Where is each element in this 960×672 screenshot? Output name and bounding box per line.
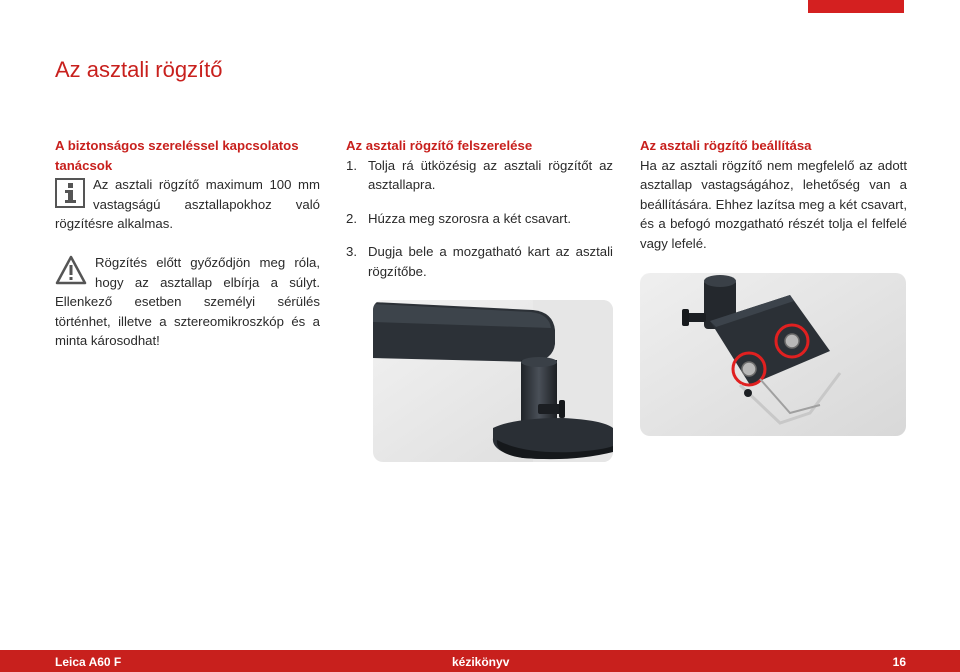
- step-item: [346, 242, 613, 281]
- adjustment-column: [640, 136, 907, 254]
- warning-icon: [55, 255, 87, 285]
- safety-heading: A biztonságos szereléssel kapcsolatos tanácsok: [55, 138, 299, 173]
- step-text: Dugja bele a mozgatható kart az asztali rögzítőbe.: [368, 244, 613, 279]
- step-number: 1.: [346, 157, 357, 173]
- footer-product: Leica A60 F: [55, 655, 122, 669]
- info-note: [55, 175, 320, 234]
- page-footer: [0, 650, 960, 672]
- clamp-adjustment-photo: [640, 273, 906, 436]
- mounting-column: [346, 136, 613, 282]
- step-number: 2.: [346, 210, 357, 226]
- adjustment-text: Ha az asztali rögzítő nem megfelelő az adott asztallap vastagságához, lehetőség van a beállítására. Ehhez lazítsa meg a két csavart, és a befogó mozgatható részét tolja el felfelé vagy lefelé.: [640, 157, 907, 251]
- step-item: [346, 156, 613, 195]
- page-number: 16: [892, 655, 906, 669]
- info-text: Az asztali rögzítő maximum 100 mm vastagságú asztallapokhoz való rögzítésre alkalmas.: [55, 177, 320, 232]
- footer-doc-type: kézikönyv: [452, 655, 510, 669]
- top-tab-marker: [808, 0, 904, 13]
- warning-note: [55, 253, 320, 351]
- page-title: Az asztali rögzítő: [55, 57, 223, 82]
- step-item: [346, 209, 613, 229]
- step-number: 3.: [346, 244, 357, 260]
- adjustment-heading: Az asztali rögzítő beállítása: [640, 138, 812, 153]
- warning-text: Rögzítés előtt győződjön meg róla, hogy az asztallap elbírja a súlyt. Ellenkező esetben személyi sérülés történhet, illetve a sztereomikroszkóp és a minta károsodhat!: [55, 254, 320, 349]
- mounting-heading: Az asztali rögzítő felszerelése: [346, 138, 533, 153]
- info-icon: [55, 178, 85, 208]
- step-text: Tolja rá ütközésig az asztali rögzítőt az asztallapra.: [368, 157, 613, 193]
- step-text: Húzza meg szorosra a két csavart.: [368, 210, 572, 226]
- safety-column: [55, 136, 320, 351]
- arm-mounting-photo: [373, 300, 613, 462]
